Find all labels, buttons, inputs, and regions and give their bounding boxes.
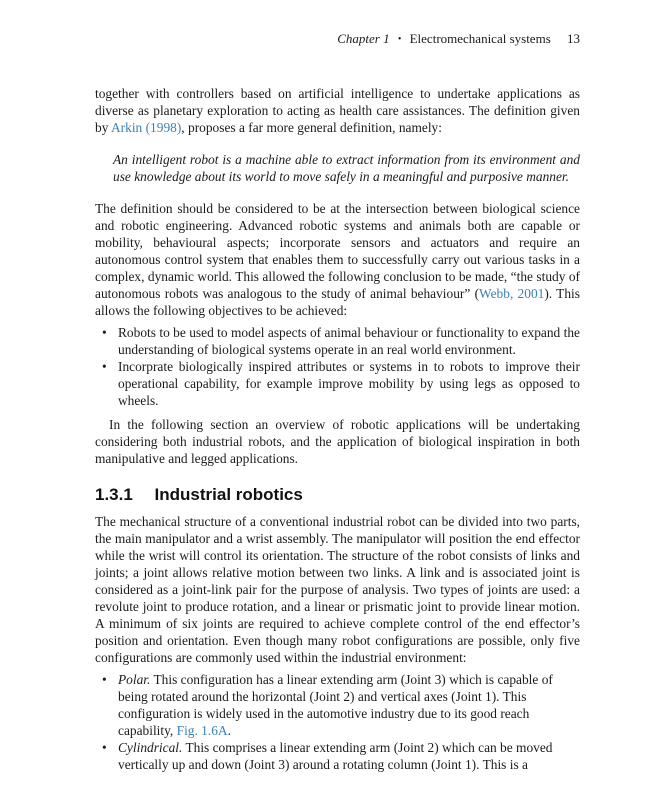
- text-run: , proposes a far more general definition, namely:: [181, 120, 442, 135]
- section-title: Industrial robotics: [154, 485, 303, 504]
- configurations-list: [95, 671, 580, 773]
- section-heading: [95, 486, 580, 503]
- objectives-list: [95, 324, 580, 409]
- configuration-item-cylindrical: [95, 739, 580, 773]
- paragraph-overview: [95, 416, 580, 467]
- text-run: In the following section an overview of robotic applications will be undertaking considering both industrial robots, and the application of biological inspiration in both manipulative and legged applications.: [95, 417, 580, 466]
- chapter-label: Chapter 1: [337, 31, 390, 46]
- paragraph-opening: [95, 85, 580, 136]
- text-run: .: [227, 723, 231, 738]
- text-run: together with controllers based on artificial intelligence to undertake applications as diverse as planetary exploration to acting as health care assistances. The definition given by: [95, 86, 580, 135]
- paragraph-definition: [95, 200, 580, 319]
- citation-webb-2001[interactable]: Webb, 2001: [479, 286, 545, 301]
- running-header: [95, 30, 580, 48]
- text-run: An intelligent robot is a machine able to extract information from its environment and use knowledge about its world to move safely in a meaningful and purposive manner.: [113, 152, 580, 184]
- page-number: 13: [567, 31, 580, 46]
- text-run: Robots to be used to model aspects of animal behaviour or functionality to expand the understanding of biological systems operate in an real world environment.: [118, 325, 580, 357]
- configuration-item-polar: [95, 671, 580, 739]
- objective-item-model-behaviour: [95, 324, 580, 358]
- paragraph-structure: [95, 513, 580, 666]
- citation-arkin-1998[interactable]: Arkin (1998): [111, 120, 182, 135]
- text-run: The definition should be considered to be at the intersection between biological science and robotic engineering. Advanced robotic systems and animals both are capable or mobility, behavioural aspects; incorporate sensors and actuators and require an autonomous control system that enables them to successfully carry out various tasks in a complex, dynamic world. This allowed the following conclusion to be made, “the study of autonomous robots was analogous to the study of animal behaviour” (: [95, 201, 580, 301]
- text-run: ). This allows the following objectives to be achieved:: [95, 286, 580, 318]
- text-run: Polar.: [118, 672, 151, 687]
- figure-link-1-6A[interactable]: Fig. 1.6A: [176, 723, 228, 738]
- section-number: 1.3.1: [95, 485, 133, 504]
- objective-item-biologically-inspired: [95, 358, 580, 409]
- text-run: The mechanical structure of a conventional industrial robot can be divided into two parts, the main manipulator and a wrist assembly. The manipulator will position the end effector while the wrist will control its orientation. The structure of the robot consists of links and joints; a joint allows relative motion between two links. A link and is associated joint is considered as a joint-link pair for the purpose of analysis. Two types of joints are used: a revolute joint to produce rotation, and a linear or prismatic joint to provide linear motion. A minimum of six joints are required to achieve complete control of the end effector’s position and orientation. Even though many robot configurations are possible, only five configurations are commonly used within the industrial environment:: [95, 514, 580, 665]
- text-run: This configuration has a linear extending arm (Joint 3) which is capable of being rotated around the horizontal (Joint 2) and vertical axes (Joint 1). This configuration is widely used in the automotive industry due to its good reach capability,: [118, 672, 553, 738]
- text-run: Cylindrical.: [118, 740, 183, 755]
- header-title: Electromechanical systems: [409, 31, 551, 46]
- header-separator-dot: •: [397, 34, 402, 45]
- definition-quote: [113, 151, 580, 185]
- text-run: This comprises a linear extending arm (Joint 2) which can be moved vertically up and down (Joint 3) around a rotating column (Joint 1). This is a: [118, 740, 553, 772]
- text-run: Incorprate biologically inspired attributes or systems in to robots to improve their operational capability, for example improve mobility by using legs as opposed to wheels.: [118, 359, 580, 408]
